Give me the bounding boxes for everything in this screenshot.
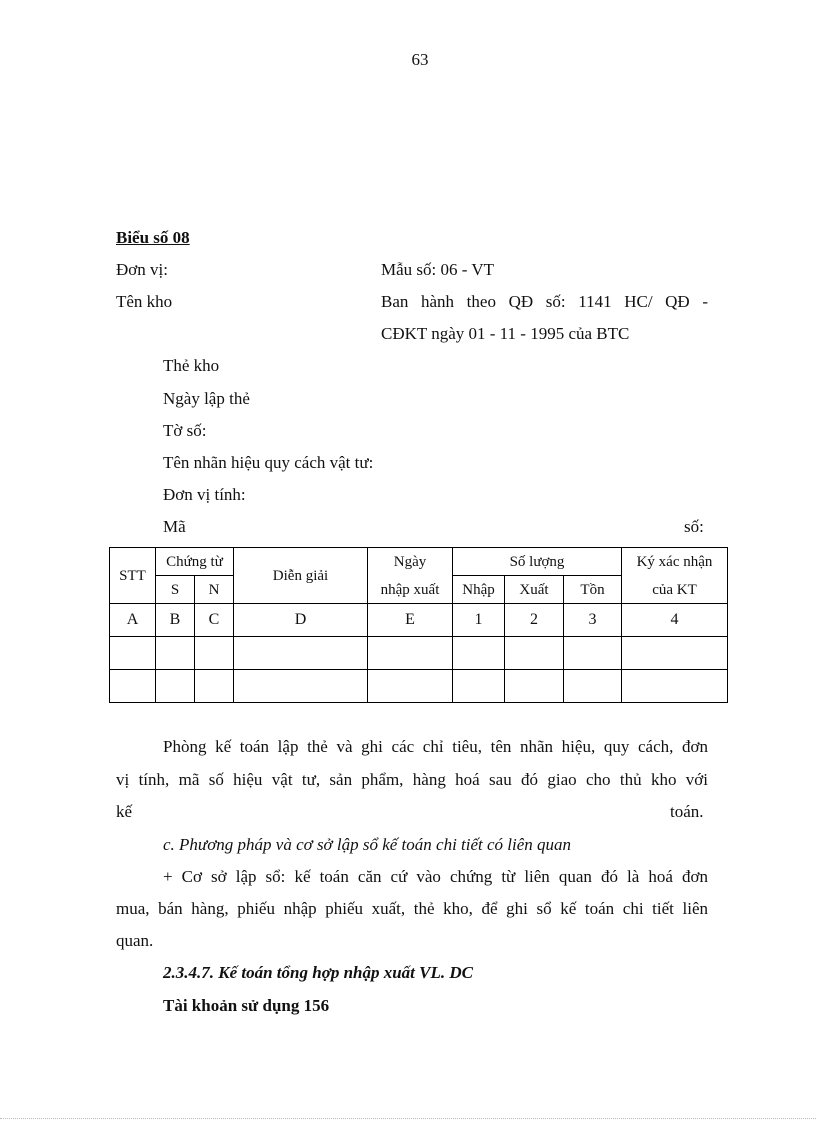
header-qty-balance: Tồn bbox=[564, 576, 622, 604]
empty-cell bbox=[156, 637, 195, 670]
header-confirm-line1: Ký xác nhận bbox=[636, 553, 713, 570]
header-qty-in: Nhập bbox=[453, 576, 505, 604]
stock-card-table bbox=[109, 547, 728, 703]
code-cell: 2 bbox=[505, 604, 564, 637]
header-voucher: Chứng từ bbox=[156, 548, 234, 576]
empty-cell bbox=[505, 670, 564, 703]
page-bottom-rule bbox=[0, 1118, 816, 1119]
code-label: Mã bbox=[163, 517, 186, 536]
form-title: Biểu số 08 bbox=[116, 228, 190, 247]
empty-cell bbox=[195, 637, 234, 670]
warehouse-label: Tên kho bbox=[116, 292, 173, 311]
material-name-label: Tên nhãn hiệu quy cách vật tư: bbox=[163, 453, 374, 472]
paragraph-1-line-3-right: toán. bbox=[670, 802, 704, 821]
header-qty-out: Xuất bbox=[505, 576, 564, 604]
header-row bbox=[110, 548, 728, 576]
form-code: Mẫu số: 06 - VT bbox=[381, 260, 495, 279]
code-cell: 1 bbox=[453, 604, 505, 637]
header-date-line2: nhập xuất bbox=[380, 581, 440, 598]
empty-cell bbox=[234, 670, 368, 703]
empty-cell bbox=[622, 670, 728, 703]
header-date bbox=[368, 548, 453, 604]
empty-cell bbox=[453, 670, 505, 703]
empty-cell bbox=[368, 670, 453, 703]
method-heading: c. Phương pháp và cơ sở lập sổ kế toán chi tiết có liên quan bbox=[163, 835, 572, 854]
section-heading: 2.3.4.7. Kế toán tổng hợp nhập xuất VL. DC bbox=[163, 963, 473, 982]
account-heading: Tài khoản sử dụng 156 bbox=[163, 996, 330, 1015]
code-row bbox=[110, 604, 728, 637]
empty-cell bbox=[368, 637, 453, 670]
code-cell: A bbox=[110, 604, 156, 637]
header-date-line1: Ngày bbox=[393, 553, 427, 570]
paragraph-2-line-1: + Cơ sở lập sổ: kế toán căn cứ vào chứng từ liên quan đó là hoá đơn bbox=[163, 867, 708, 886]
sheet-number-label: Tờ số: bbox=[163, 421, 207, 440]
page-number: 63 bbox=[411, 50, 429, 69]
empty-cell bbox=[505, 637, 564, 670]
header-description: Diễn giải bbox=[234, 548, 368, 604]
empty-row bbox=[110, 637, 728, 670]
empty-cell bbox=[564, 637, 622, 670]
code-cell: 4 bbox=[622, 604, 728, 637]
code-cell: E bbox=[368, 604, 453, 637]
paragraph-2-line-2: mua, bán hàng, phiếu nhập phiếu xuất, thẻ kho, để ghi sổ kế toán chi tiết liên bbox=[116, 899, 708, 918]
empty-cell bbox=[110, 637, 156, 670]
date-created-label: Ngày lập thẻ bbox=[163, 389, 250, 408]
empty-cell bbox=[564, 670, 622, 703]
empty-cell bbox=[453, 637, 505, 670]
empty-cell bbox=[195, 670, 234, 703]
paragraph-1-line-2: vị tính, mã số hiệu vật tư, sản phẩm, hàng hoá sau đó giao cho thủ kho với bbox=[116, 770, 708, 789]
paragraph-2-line-3: quan. bbox=[116, 931, 154, 950]
header-voucher-n: N bbox=[195, 576, 234, 604]
card-title: Thẻ kho bbox=[163, 356, 220, 375]
decree-line-1: Ban hành theo QĐ số: 1141 HC/ QĐ - bbox=[381, 292, 708, 311]
code-cell: B bbox=[156, 604, 195, 637]
empty-cell bbox=[622, 637, 728, 670]
paragraph-1-line-1: Phòng kế toán lập thẻ và ghi các chỉ tiêu, tên nhãn hiệu, quy cách, đơn bbox=[163, 737, 708, 756]
code-cell: 3 bbox=[564, 604, 622, 637]
number-label: số: bbox=[684, 517, 704, 536]
empty-row bbox=[110, 670, 728, 703]
code-cell: C bbox=[195, 604, 234, 637]
unit-label: Đơn vị: bbox=[116, 260, 168, 279]
decree-line-2: CĐKT ngày 01 - 11 - 1995 của BTC bbox=[381, 324, 630, 343]
header-quantity: Số lượng bbox=[453, 548, 622, 576]
header-stt: STT bbox=[110, 548, 156, 604]
empty-cell bbox=[234, 637, 368, 670]
paragraph-1-line-3-left: kế bbox=[116, 802, 133, 821]
empty-cell bbox=[156, 670, 195, 703]
unit-of-measure-label: Đơn vị tính: bbox=[163, 485, 246, 504]
code-cell: D bbox=[234, 604, 368, 637]
header-confirm bbox=[622, 548, 728, 604]
header-voucher-s: S bbox=[156, 576, 195, 604]
empty-cell bbox=[110, 670, 156, 703]
header-confirm-line2: của KT bbox=[652, 581, 697, 598]
